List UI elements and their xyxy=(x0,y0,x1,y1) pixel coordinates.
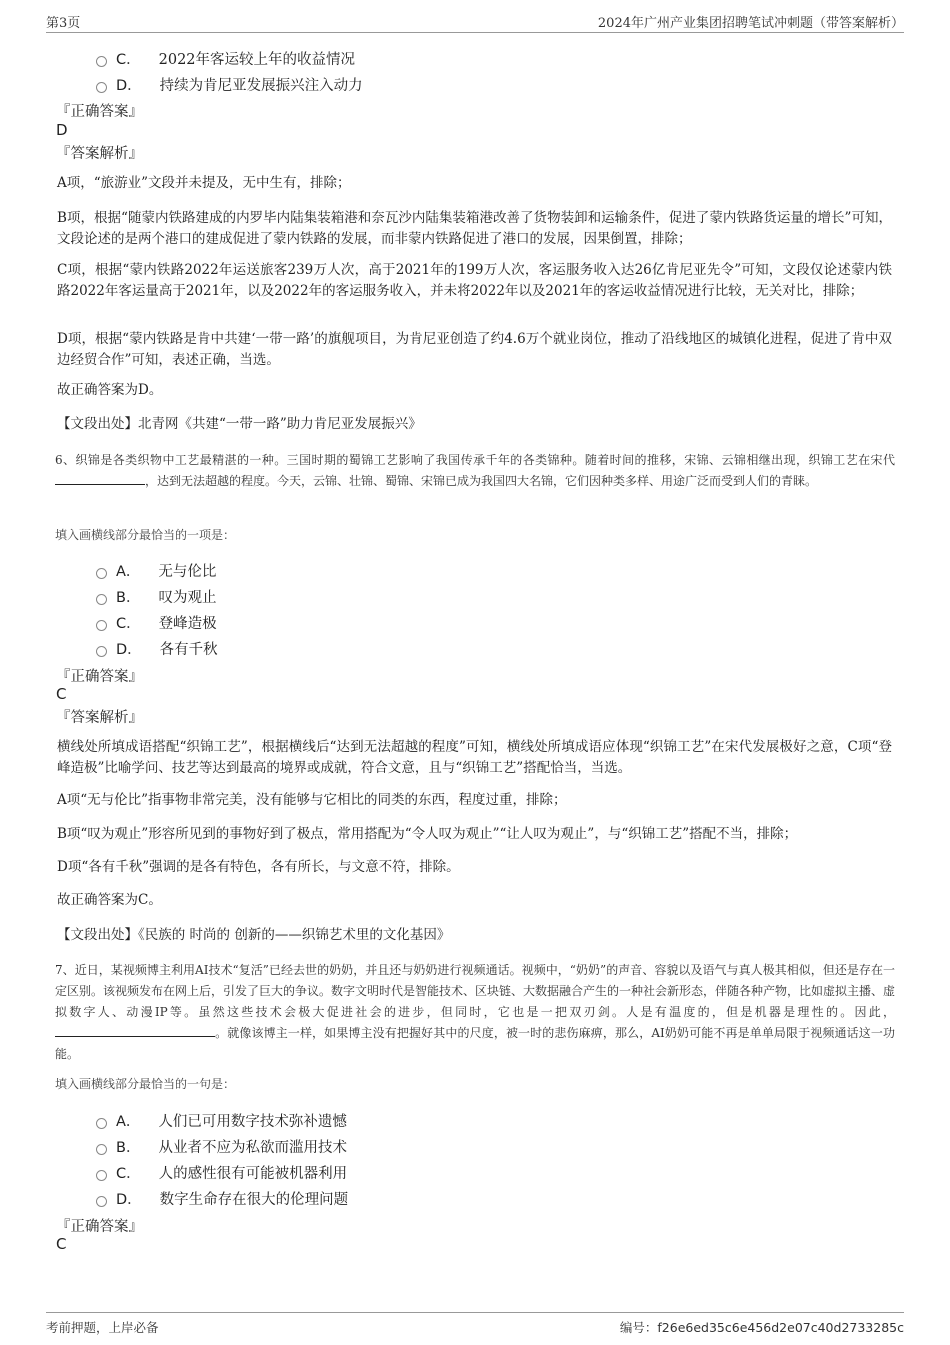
radio-icon[interactable] xyxy=(96,568,107,579)
q7-option-c[interactable]: C． 人的感性很有可能被机器利用 xyxy=(96,1162,347,1183)
radio-icon[interactable] xyxy=(96,594,107,605)
page-number: 第3页 xyxy=(46,16,81,31)
page-footer xyxy=(46,1312,904,1337)
radio-icon[interactable] xyxy=(96,620,107,631)
analysis-paragraph: B项“叹为观止”形容所见到的事物好到了极点，常用搭配为“令人叹为观止”“让人叹为观止”，与“织锦工艺”搭配不当，排除； xyxy=(57,826,798,842)
analysis-conclusion: 故正确答案为C。 xyxy=(57,892,162,908)
radio-icon[interactable] xyxy=(96,1170,107,1181)
source-citation: 【文段出处】北青网《共建“一带一路”助力肯尼亚发展振兴》 xyxy=(57,416,422,432)
analysis-label: 『答案解析』 xyxy=(56,146,143,162)
q7-option-a[interactable]: A． 人们已可用数字技术弥补遗憾 xyxy=(96,1110,347,1131)
fill-blank xyxy=(55,472,145,485)
analysis-paragraph: 横线处所填成语搭配“织锦工艺”，根据横线后“达到无法超越的程度”可知，横线处所填成语应体现“织锦工艺”在宋代发展极好之意，C项“登峰造极”比喻学问、技艺等达到最高的境界或成就，符合文意，且与“织锦工艺”搭配恰当，当选。 xyxy=(57,739,892,776)
source-citation: 【文段出处】《民族的 时尚的 创新的——织锦艺术里的文化基因》 xyxy=(57,927,451,943)
correct-answer: C xyxy=(56,1235,67,1253)
fill-blank xyxy=(55,1024,215,1037)
radio-icon[interactable] xyxy=(96,1118,107,1129)
page-header xyxy=(46,10,904,33)
analysis-paragraph: A项“无与伦比”指事物非常完美，没有能够与它相比的同类的东西，程度过重，排除； xyxy=(57,792,567,808)
analysis-paragraph: A项，“旅游业”文段并未提及，无中生有，排除； xyxy=(57,175,351,191)
q6-option-b[interactable]: B． 叹为观止 xyxy=(96,586,216,607)
correct-answer: D xyxy=(56,121,68,139)
answer-label: 『正确答案』 xyxy=(56,1219,143,1235)
analysis-paragraph: D项“各有千秋”强调的是各有特色，各有所长，与文意不符，排除。 xyxy=(57,859,460,875)
footer-slogan: 考前押题，上岸必备 xyxy=(46,1320,159,1335)
q6-option-c[interactable]: C． 登峰造极 xyxy=(96,612,217,633)
question-stem: 6、织锦是各类织物中工艺最精湛的一种。三国时期的蜀锦工艺影响了我国传承千年的各类锦种。随着时间的推移，宋锦、云锦相继出现，织锦工艺在宋代，达到无法超越的程度。今天，云锦、壮锦、蜀锦、宋锦已成为我国四大名锦，它们因种类多样、用途广泛而受到人们的青睐。 xyxy=(55,453,895,488)
radio-icon[interactable] xyxy=(96,1196,107,1207)
radio-icon[interactable] xyxy=(96,1144,107,1155)
analysis-conclusion: 故正确答案为D。 xyxy=(57,382,163,398)
analysis-paragraph: D项，根据“蒙内铁路是肯中共建‘一带一路’的旗舰项目，为肯尼亚创造了约4.6万个就业岗位，推动了沿线地区的城镇化进程，促进了肯中双边经贸合作”可知，表述正确，当选。 xyxy=(57,331,892,368)
answer-label: 『正确答案』 xyxy=(56,669,143,685)
q7-option-b[interactable]: B． 从业者不应为私欲而滥用技术 xyxy=(96,1136,347,1157)
radio-icon[interactable] xyxy=(96,82,107,93)
radio-icon[interactable] xyxy=(96,646,107,657)
q6-option-d[interactable]: D． 各有千秋 xyxy=(96,638,218,659)
analysis-paragraph: B项，根据“随蒙内铁路建成的内罗毕内陆集装箱港和奈瓦沙内陆集装箱港改善了货物装卸和运输条件，促进了蒙内铁路货运量的增长”可知，文段论述的是两个港口的建成促进了蒙内铁路的发展，而非蒙内铁路促进了港口的发展，因果倒置，排除； xyxy=(57,210,892,247)
q5-option-c[interactable]: C． 2022年客运较上年的收益情况 xyxy=(96,48,355,69)
question-instruction: 填入画横线部分最恰当的一项是： xyxy=(55,528,236,542)
q5-option-d[interactable]: D． 持续为肯尼亚发展振兴注入动力 xyxy=(96,74,363,95)
analysis-label: 『答案解析』 xyxy=(56,710,143,726)
answer-label: 『正确答案』 xyxy=(56,104,143,120)
q7-option-d[interactable]: D． 数字生命存在很大的伦理问题 xyxy=(96,1188,348,1209)
document-title: 2024年广州产业集团招聘笔试冲刺题（带答案解析） xyxy=(597,16,904,31)
analysis-paragraph: C项，根据“蒙内铁路2022年运送旅客239万人次，高于2021年的199万人次，客运服务收入达26亿肯尼亚先令”可知，文段仅论述蒙内铁路2022年客运量高于2021年，以及2022年的客运服务收入，并未将2022年以及2021年的客运收益情况进行比较，无关对比，排除； xyxy=(57,262,892,299)
radio-icon[interactable] xyxy=(96,56,107,67)
document-code: 编号：f26e6ed35c6e456d2e07c40d2733285c xyxy=(619,1320,904,1335)
correct-answer: C xyxy=(56,685,67,703)
q6-option-a[interactable]: A． 无与伦比 xyxy=(96,560,216,581)
question-instruction: 填入画横线部分最恰当的一句是： xyxy=(55,1077,236,1091)
question-stem: 7、近日，某视频博主利用AI技术“复活”已经去世的奶奶，并且还与奶奶进行视频通话。视频中，“奶奶”的声音、容貌以及语气与真人极其相似，但还是存在一定区别。该视频发布在网上后，引发了巨大的争议。数字文明时代是智能技术、区块链、大数据融合产生的一种社会新形态，伴随各种产物，比如虚拟主播、虚拟数字人、动漫IP等。虽然这些技术会极大促进社会的进步，但同时，它也是一把双刃剑。人是有温度的，但是机器是理性的。因此，。就像该博主一样，如果博主没有把握好其中的尺度，被一时的悲伤麻痹，那么，AI奶奶可能不再是单单局限于视频通话这一功能。 xyxy=(55,963,896,1061)
